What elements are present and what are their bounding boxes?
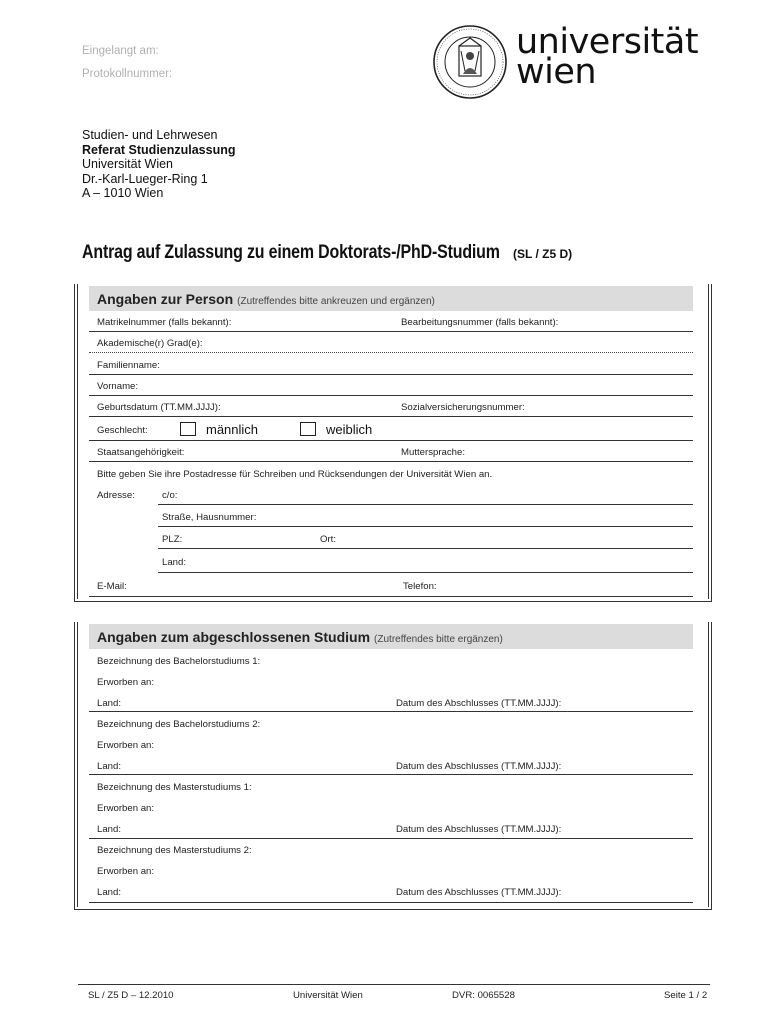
footer-page-number: Seite 1 / 2: [664, 990, 708, 1001]
plz-field[interactable]: [158, 548, 693, 549]
matrikel-field[interactable]: [89, 331, 693, 332]
bachelor2-label: Bezeichnung des Bachelorstudiums 2:: [97, 719, 261, 730]
protocol-number-label: Protokollnummer:: [82, 68, 173, 80]
address-line: Studien- und Lehrwesen: [82, 128, 218, 142]
staatsangehoerigkeit-field[interactable]: [89, 461, 693, 462]
telefon-label: Telefon:: [403, 581, 437, 592]
geburtsdatum-field[interactable]: [89, 416, 693, 417]
plz-label: PLZ:: [162, 534, 183, 545]
studium-section-subtitle: (Zutreffendes bitte ergänzen): [374, 634, 503, 645]
email-field[interactable]: [89, 596, 693, 597]
bearbeitung-label: Bearbeitungsnummer (falls bekannt):: [401, 317, 559, 328]
weiblich-label: weiblich: [326, 422, 373, 437]
received-on-label: Eingelangt am:: [82, 45, 159, 57]
datum-label: Datum des Abschlusses (TT.MM.JJJJ):: [396, 887, 562, 898]
master2-field[interactable]: [89, 902, 693, 903]
postadresse-hint: Bitte geben Sie ihre Postadresse für Schreiben und Rücksendungen der Universität Wien an.: [97, 469, 493, 480]
address-line: Universität Wien: [82, 157, 173, 172]
vorname-field[interactable]: [89, 395, 693, 396]
weiblich-checkbox[interactable]: [300, 422, 316, 436]
address-line: Referat Studienzulassung: [82, 142, 236, 157]
logo-wordmark-line1: universität: [516, 22, 699, 62]
address-line: A – 1010 Wien: [82, 186, 164, 201]
land-label: Land:: [97, 887, 122, 898]
footer-divider: [78, 984, 710, 985]
bachelor1-label: Bezeichnung des Bachelorstudiums 1:: [97, 656, 261, 667]
co-label: c/o:: [162, 490, 178, 501]
grad-label: Akademische(r) Grad(e):: [97, 338, 203, 349]
footer-dvr: DVR: 0065528: [452, 990, 515, 1001]
form-title: Antrag auf Zulassung zu einem Doktorats-/PhD-Studium: [82, 242, 500, 263]
vorname-label: Vorname:: [97, 381, 139, 392]
address-line: Dr.-Karl-Lueger-Ring 1: [82, 171, 208, 186]
erworben-label: Erworben an:: [97, 677, 155, 688]
bachelor2-field[interactable]: [89, 774, 693, 775]
studium-section-title: Angaben zum abgeschlossenen Studium: [97, 629, 371, 645]
datum-label: Datum des Abschlusses (TT.MM.JJJJ):: [396, 824, 562, 835]
erworben-label: Erworben an:: [97, 803, 155, 814]
land-field[interactable]: [158, 572, 693, 573]
email-label: E-Mail:: [97, 581, 127, 592]
person-section-header: [89, 286, 693, 311]
footer-form-code: SL / Z5 D – 12.2010: [88, 990, 174, 1001]
land-label: Land:: [97, 824, 122, 835]
person-section-title: Angaben zur Person: [97, 291, 234, 307]
land-label: Land:: [97, 698, 122, 709]
geschlecht-label: Geschlecht:: [97, 425, 148, 436]
maennlich-label: männlich: [206, 422, 259, 437]
master2-label: Bezeichnung des Masterstudiums 2:: [97, 845, 252, 856]
footer-university: Universität Wien: [293, 990, 363, 1001]
erworben-label: Erworben an:: [97, 740, 155, 751]
ort-label: Ort:: [320, 534, 336, 545]
grad-field[interactable]: [89, 352, 693, 353]
land-label: Land:: [162, 557, 187, 568]
logo-wordmark-line2: wien: [516, 52, 597, 92]
studium-section-header: [89, 624, 693, 649]
person-section-subtitle: (Zutreffendes bitte ankreuzen und ergänzen): [237, 296, 435, 307]
erworben-label: Erworben an:: [97, 866, 155, 877]
bachelor1-field[interactable]: [89, 711, 693, 712]
land-label: Land:: [97, 761, 122, 772]
sozialversicherung-label: Sozialversicherungsnummer:: [401, 402, 525, 413]
maennlich-checkbox[interactable]: [180, 422, 196, 436]
form-code: (SL / Z5 D): [513, 247, 573, 261]
strasse-label: Straße, Hausnummer:: [162, 512, 257, 523]
strasse-field[interactable]: [158, 526, 693, 527]
adresse-label: Adresse:: [97, 490, 135, 501]
familienname-label: Familienname:: [97, 360, 160, 371]
familienname-field[interactable]: [89, 374, 693, 375]
muttersprache-label: Muttersprache:: [401, 447, 465, 458]
staatsangehoerigkeit-label: Staatsangehörigkeit:: [97, 447, 185, 458]
datum-label: Datum des Abschlusses (TT.MM.JJJJ):: [396, 698, 562, 709]
datum-label: Datum des Abschlusses (TT.MM.JJJJ):: [396, 761, 562, 772]
master1-field[interactable]: [89, 838, 693, 839]
geschlecht-row-line: [89, 440, 693, 441]
recipient-address: [82, 128, 236, 201]
matrikel-label: Matrikelnummer (falls bekannt):: [97, 317, 232, 328]
geburtsdatum-label: Geburtsdatum (TT.MM.JJJJ):: [97, 402, 221, 413]
master1-label: Bezeichnung des Masterstudiums 1:: [97, 782, 252, 793]
co-field[interactable]: [158, 504, 693, 505]
university-seal-icon: [432, 24, 508, 100]
